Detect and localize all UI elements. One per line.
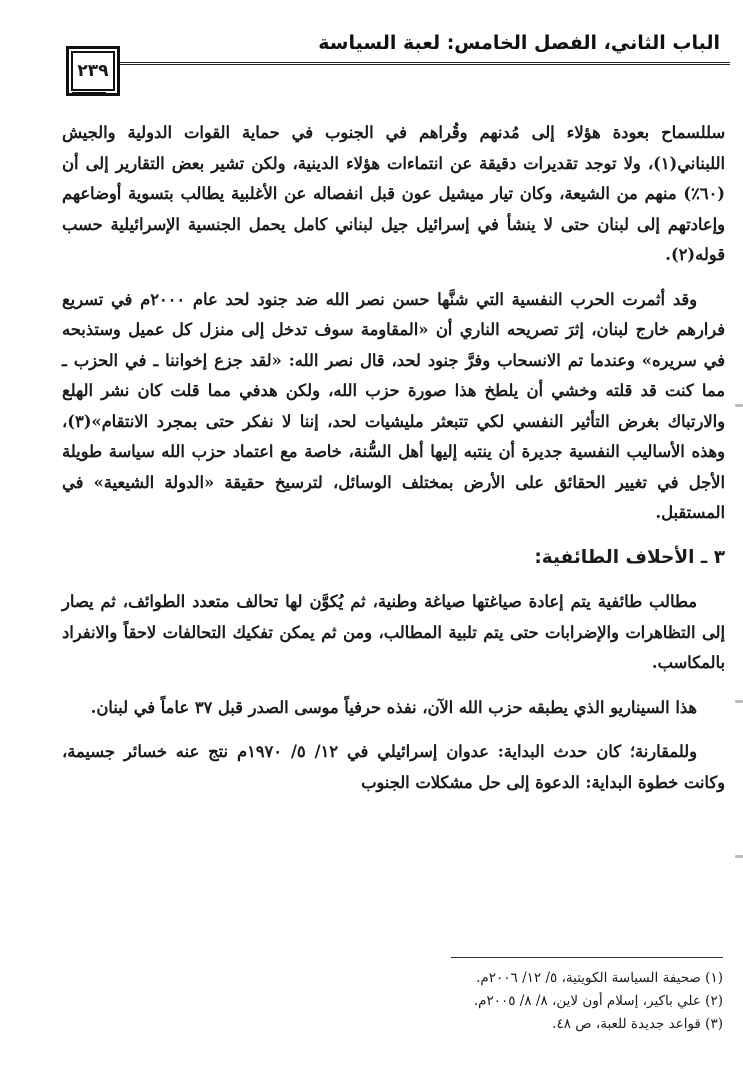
paragraph-1: سللسماح بعودة هؤلاء إلى مُدنهم وقُراهم في الجنوب في حماية القوات الدولية والجيش اللبناني(١)، ولا توجد تقديرات دقيقة عن انتماءات هؤلاء الدينية، ولكن تشير بعض التقارير إلى أن (٦٠٪) منهم من الشيعة، وكان تيار ميشيل عون قبل انفصاله عن الأغلبية يطالب بتسوية أوضاعهم وإعادتهم إلى لبنان حتى لا ينشأ في إسرائيل جيل لبناني كامل يحمل الجنسية الإسرائيلية حسب قوله(٢). [62,123,725,264]
paragraph-5: وللمقارنة؛ كان حدث البداية: عدوان إسرائيلي في ١٢/ ٥/ ١٩٧٠م نتج عنه خسائر جسيمة، وكانت خطوة البداية: الدعوة إلى حل مشكلات الجنوب [62,742,725,792]
footnotes [123,967,723,1036]
paragraph-2: وقد أثمرت الحرب النفسية التي شنَّها حسن نصر الله ضد جنود لحد عام ٢٠٠٠م في تسريع فرارهم خارج لبنان، إثرَ تصريحه الناري أن «المقاومة سوف تدخل إلى منزل كل عميل وستذبحه في سريره» وعندما تم الانسحاب وفرَّ جنود لحد، قال نصر الله: «لقد جزع إخواننا ـ في الحزب ـ مما كنت قد قلته وخشي أن يلطخ هذا صورة حزب الله، ولكن هدفي مما قلت كان نشر الهلع والارتباك بغرض التأثير النفسي لكي تتبعثر مليشيات لحد، إننا لا نفكر حتى بمجرد الانتقام»(٣)، وهذه الأساليب النفسية جديرة أن ينتبه إليها أهل السُّنة، خاصة مع اعتماد حزب الله سياسة طويلة الأجل في تغيير الحقائق على الأرض بمختلف الوسائل، لترسيخ حقيقة «الدولة الشيعية» في المستقبل. [62,289,725,522]
footnote-separator [451,957,723,958]
binding-mark [735,855,743,858]
main-text [62,118,725,812]
footnote-1: (١) صحيفة السياسة الكويتية، ٥/ ١٢/ ٢٠٠٦م. [476,970,723,986]
footnote-2: (٢) علي باكير، إسلام أون لاين، ٨/ ٨/ ٢٠٠٥م. [473,993,723,1009]
page-header [62,28,738,98]
binding-mark [735,404,743,407]
paragraph-3: مطالب طائفية يتم إعادة صياغتها صياغة وطنية، ثم يُكوَّن لها تحالف متعدد الطوائف، ثم يصار إلى التظاهرات والإضرابات حتى يتم تلبية المطالب، ومن ثم يمكن تفكيك التحالفات لاحقاً والانفراد بالمكاسب. [62,592,725,672]
header-corner-ornament [72,92,106,100]
header-rule [114,62,730,65]
binding-mark [735,700,743,703]
footnote-3: (٣) قواعد جديدة للعبة، ص ٤٨. [552,1016,723,1032]
paragraph-4: هذا السيناريو الذي يطبقه حزب الله الآن، نفذه حرفياً موسى الصدر قبل ٣٧ عاماً في لبنان. [90,697,697,717]
section-heading: ٣ ـ الأحلاف الطائفية: [534,546,725,568]
running-title: الباب الثاني، الفصل الخامس: لعبة السياسة [318,32,720,54]
page-number: ٢٣٩ [66,46,120,96]
